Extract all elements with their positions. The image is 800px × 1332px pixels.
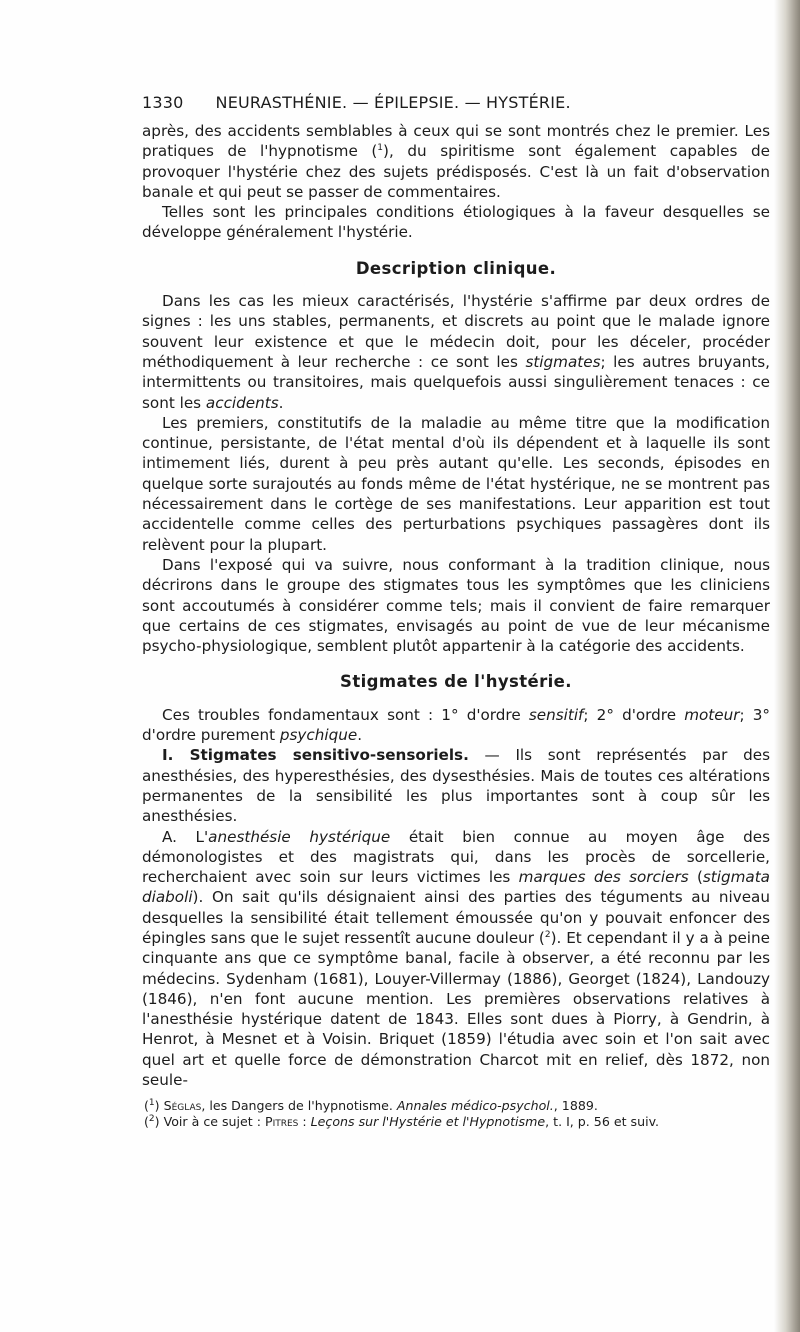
paragraph-sensitivo-sensoriels: I. Stigmates sensitivo-sensoriels. — Ils sont représentés par des anesthésies, des hyperesthésies, des dysesthésies. Mais de toutes ces altérations permanentes de la sensibilité les plus importantes sont à coup sûr les anesthésies. [142,746,770,826]
chapter-title: NEURASTHÉNIE. — ÉPILEPSIE. — HYSTÉRIE. [215,93,571,112]
paragraph-expose: Dans l'exposé qui va suivre, nous conformant à la tradition clinique, nous décrirons dans le groupe des stigmates tous les symptômes que les cliniciens sont accoutumés à considérer comme tels; mais il convient de faire remarquer que certains de ces stigmates, envisagés au point de vue de leur mécanisme psycho-physiologique, semblent plutôt appartenir à la catégorie des accidents. [142,555,770,656]
paragraph-deux-ordres: Dans les cas les mieux caractérisés, l'hystérie s'affirme par deux ordres de signes : les uns stables, permanents, et discrets au point que le malade ignore souvent leur existence et que le médecin doit, pour les déceler, procéder méthodiquement à leur recherche : ce sont les stigmates; les autres bruyants, intermittents ou transitoires, mais quelquefois aussi singulièrement tenaces : ce sont les accidents. [142,292,770,412]
running-header [142,93,762,112]
footnote-1: ($^1$) Séglas, les Dangers de l'hypnotisme. Annales médico-psychol., 1889. [144,1098,598,1114]
page-edge-shadow [774,0,800,1332]
section-heading-description: Description clinique. [355,258,557,278]
paragraph-troubles: Ces troubles fondamentaux sont : 1° d'ordre sensitif; 2° d'ordre moteur; 3° d'ordre purement psychique. [142,705,771,745]
page-number: 1330 [142,93,184,112]
paragraph-anesthesie: A. L'anesthésie hystérique était bien connue au moyen âge des démonologistes et des magistrats qui, dans les procès de sorcellerie, recherchaient avec soin sur leurs victimes les marques des sorciers (stigmata diaboli). On sait qu'ils désignaient ainsi des parties des téguments au niveau desquelles la sensibilité était tellement émoussée qu'on y pouvait enfoncer des épingles sans que le sujet ressentît aucune douleur ($^2$). Et cependant il y a à peine cinquante ans que ce symptôme banal, facile à observer, a été reconnu par les médecins. Sydenham (1681), Louyer-Villermay (1886), Georget (1824), Landouzy (1846), n'en font aucune mention. Les premières observations relatives à l'anesthésie hystérique datent de 1843. Elles sont dues à Piorry, à Gendrin, à Henrot, à Mesnet et à Voisin. Briquet (1859) l'étudia avec soin et l'on sait avec quel art et quelle force de démonstration Charcot mit en relief, dès 1872, non seule- [142,827,770,1090]
paragraph-premiers: Les premiers, constitutifs de la maladie au même titre que la modification continue, persistante, de l'état mental d'où ils dépendent et à laquelle ils sont intimement liés, durent à peu près autant qu'elle. Les seconds, épisodes en quelque sorte surajoutés au fonds même de l'état hystérique, ne se montrent pas nécessairement dans le cortège de ses manifestations. Leur apparition est tout accidentelle comme celles des perturbations psychiques passagères dont ils relèvent pour la plupart. [142,413,770,554]
footnote-ref-1[interactable]: 1 [377,143,384,154]
footnote-2: ($^2$) Voir à ce sujet : Pitres : Leçons sur l'Hystérie et l'Hypnotisme, t. I, p. 56 et suiv. [144,1114,660,1130]
page-body [142,121,770,1130]
paragraph-conditions: Telles sont les principales conditions étiologiques à la faveur desquelles se développe généralement l'hystérie. [142,203,770,242]
footnote-ref-2[interactable]: 2 [544,929,551,940]
section-heading-stigmates: Stigmates de l'hystérie. [340,672,572,692]
footnotes [142,1098,770,1130]
subsection-title: I. Stigmates sensitivo-sensoriels. [162,746,469,765]
paragraph-hypnotisme: après, des accidents semblables à ceux qui se sont montrés chez le premier. Les pratiques de l'hypnotisme ($^1$), du spiritisme sont également capables de provoquer l'hystérie chez des sujets prédisposés. C'est là un fait d'observation banale et qui peut se passer de commentaires. [142,122,770,201]
